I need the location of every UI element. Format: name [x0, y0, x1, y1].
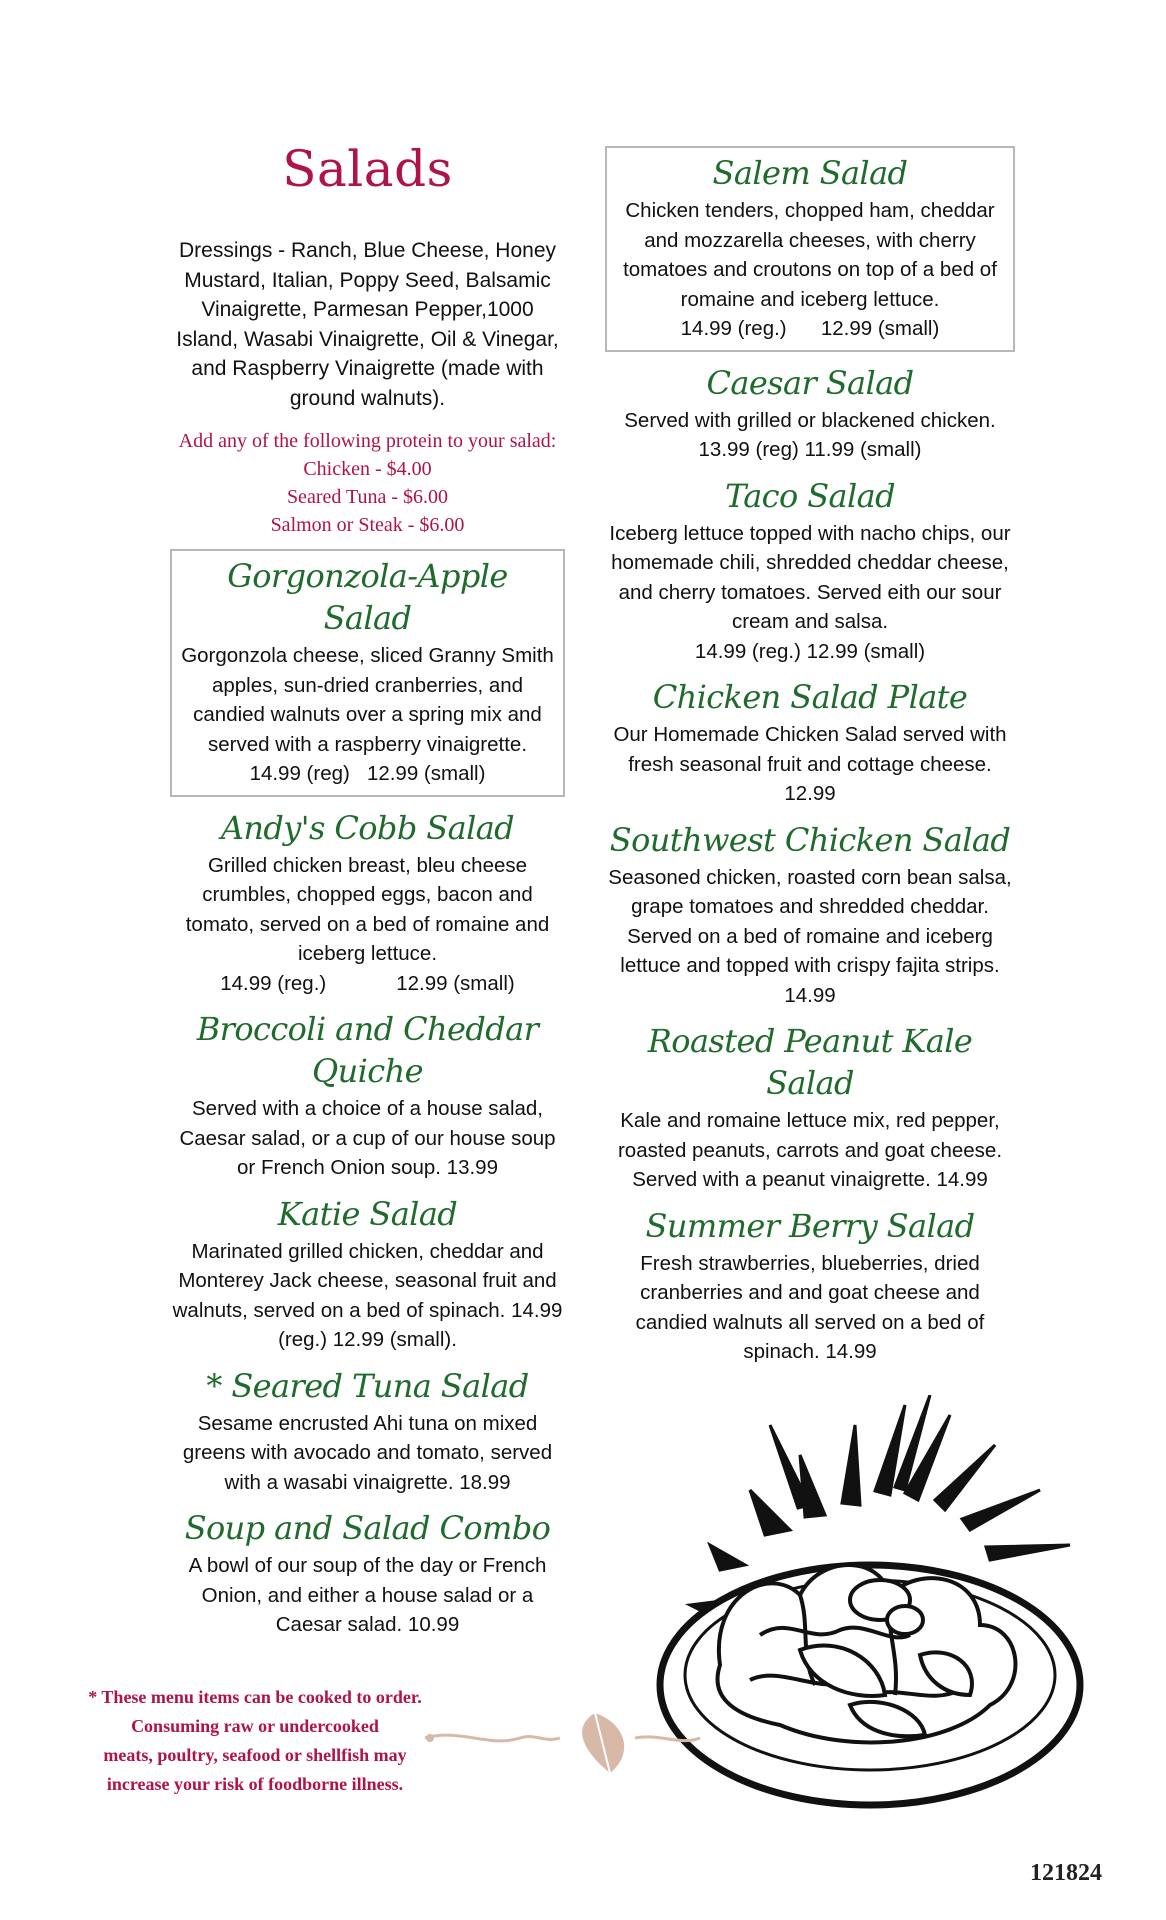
food-safety-notice: [70, 1683, 440, 1799]
item-description: Iceberg lettuce topped with nacho chips, our homemade chili, shredded cheddar cheese, and cherry tomatoes. Served eith our sour cream and salsa.: [609, 521, 1011, 633]
menu-item-gorgonzola-apple-salad: [170, 549, 565, 797]
item-name: Soup and Salad Combo: [184, 1509, 551, 1547]
menu-item-taco-salad: [605, 475, 1015, 667]
item-price: [180, 759, 555, 789]
item-name: Summer Berry Salad: [645, 1206, 975, 1245]
item-name: Andy's Cobb Salad: [220, 808, 515, 847]
item-description: Served with a choice of a house salad, Caesar salad, or a cup of our house soup or French Onion soup. 13.99: [179, 1097, 556, 1179]
item-price: [170, 969, 565, 999]
menu-item-broccoli-cheddar-quiche: [170, 1008, 565, 1183]
notice-line: * These menu items can be cooked to order.: [88, 1687, 422, 1707]
menu-item-chicken-salad-plate: [605, 676, 1015, 809]
item-price: 14.99 (reg.) 12.99 (small): [694, 639, 926, 663]
menu-item-katie-salad: [170, 1193, 565, 1355]
price-small: 12.99 (small): [366, 762, 486, 785]
item-description: Fresh strawberries, blueberries, dried cranberries and and goat cheese and candied walnuts all served on a bed of spinach. 14.99: [635, 1251, 985, 1363]
item-name: * Seared Tuna Salad: [206, 1366, 529, 1405]
protein-option: Salmon or Steak - $6.00: [270, 514, 465, 536]
item-description: Served with grilled or blackened chicken. 13.99 (reg) 11.99 (small): [624, 408, 996, 461]
item-description: Gorgonzola cheese, sliced Granny Smith apples, sun-dried cranberries, and candied walnuts over a spring mix and served with a raspberry vinaigrette.: [181, 644, 554, 756]
item-description: Sesame encrusted Ahi tuna on mixed greens with avocado and tomato, served with a wasabi vinaigrette. 18.99: [182, 1411, 553, 1494]
item-name: Katie Salad: [277, 1194, 458, 1233]
item-description: Marinated grilled chicken, cheddar and Monterey Jack cheese, seasonal fruit and walnuts, served on a bed of spinach. 14.99 (reg.) 12.99 (small).: [172, 1239, 563, 1351]
item-name: Caesar Salad: [706, 363, 914, 402]
protein-addons: [170, 427, 565, 539]
item-description: Chicken tenders, chopped ham, cheddar and mozzarella cheeses, with cherry tomatoes and croutons on top of a bed of romaine and iceberg lettuce.: [623, 199, 997, 311]
protein-option: Seared Tuna - $6.00: [286, 486, 449, 508]
price-small: 12.99 (small): [396, 971, 515, 995]
item-description: Grilled chicken breast, bleu cheese crumbles, chopped eggs, bacon and tomato, served on a bed of romaine and iceberg lettuce.: [185, 853, 550, 965]
notice-line: meats, poultry, seafood or shellfish may: [103, 1745, 407, 1765]
item-name: Roasted Peanut Kale Salad: [647, 1022, 973, 1102]
menu-item-roasted-peanut-kale-salad: [605, 1020, 1015, 1195]
menu-item-seared-tuna-salad: [170, 1365, 565, 1498]
left-column: [170, 140, 565, 1650]
item-name: Broccoli and Cheddar Quiche: [196, 1010, 539, 1090]
section-title: Salads: [282, 140, 453, 198]
menu-item-caesar-salad: [605, 362, 1015, 465]
page-code: 121824: [1030, 1860, 1102, 1886]
price-regular: 14.99 (reg): [249, 762, 350, 785]
item-name: Taco Salad: [724, 476, 896, 515]
item-name: Chicken Salad Plate: [652, 678, 968, 716]
item-name: Gorgonzola-Apple Salad: [227, 557, 508, 637]
item-name: Southwest Chicken Salad: [609, 820, 1011, 859]
menu-item-soup-salad-combo: [170, 1507, 565, 1640]
price-regular: 14.99 (reg.): [220, 971, 327, 995]
right-column: [605, 146, 1015, 1377]
notice-line: increase your risk of foodborne illness.: [106, 1774, 404, 1794]
price-small: 12.99 (small): [820, 317, 940, 340]
price-regular: 14.99 (reg.): [680, 317, 787, 340]
item-description: Seasoned chicken, roasted corn bean salsa, grape tomatoes and shredded cheddar. Served on a bed of romaine and iceberg lettuce and topped with crispy fajita strips. 14.99: [608, 865, 1012, 1007]
item-description: A bowl of our soup of the day or French Onion, and either a house salad or a Caesar salad. 10.99: [188, 1554, 547, 1636]
protein-heading: Add any of the following protein to your salad:: [178, 430, 557, 452]
item-name: Salem Salad: [712, 154, 908, 192]
dressings-list: Dressings - Ranch, Blue Cheese, Honey Mustard, Italian, Poppy Seed, Balsamic Vinaigrette, Parmesan Pepper,1000 Island, Wasabi Vinaigrette, Oil & Vinegar, and Raspberry Vinaigrette (made with ground walnuts).: [176, 239, 559, 410]
item-description: Our Homemade Chicken Salad served with fresh seasonal fruit and cottage cheese. 12.99: [613, 723, 1007, 805]
notice-line: Consuming raw or undercooked: [131, 1716, 379, 1736]
menu-item-andys-cobb-salad: [170, 807, 565, 999]
leaf-ornament: [420, 1698, 720, 1778]
item-description: Kale and romaine lettuce mix, red pepper, roasted peanuts, carrots and goat cheese. Served with a peanut vinaigrette. 14.99: [617, 1109, 1003, 1191]
protein-option: Chicken - $4.00: [303, 458, 432, 480]
menu-item-southwest-chicken-salad: [605, 819, 1015, 1011]
menu-item-summer-berry-salad: [605, 1205, 1015, 1367]
menu-item-salem-salad: [605, 146, 1015, 352]
item-price: [615, 314, 1005, 344]
